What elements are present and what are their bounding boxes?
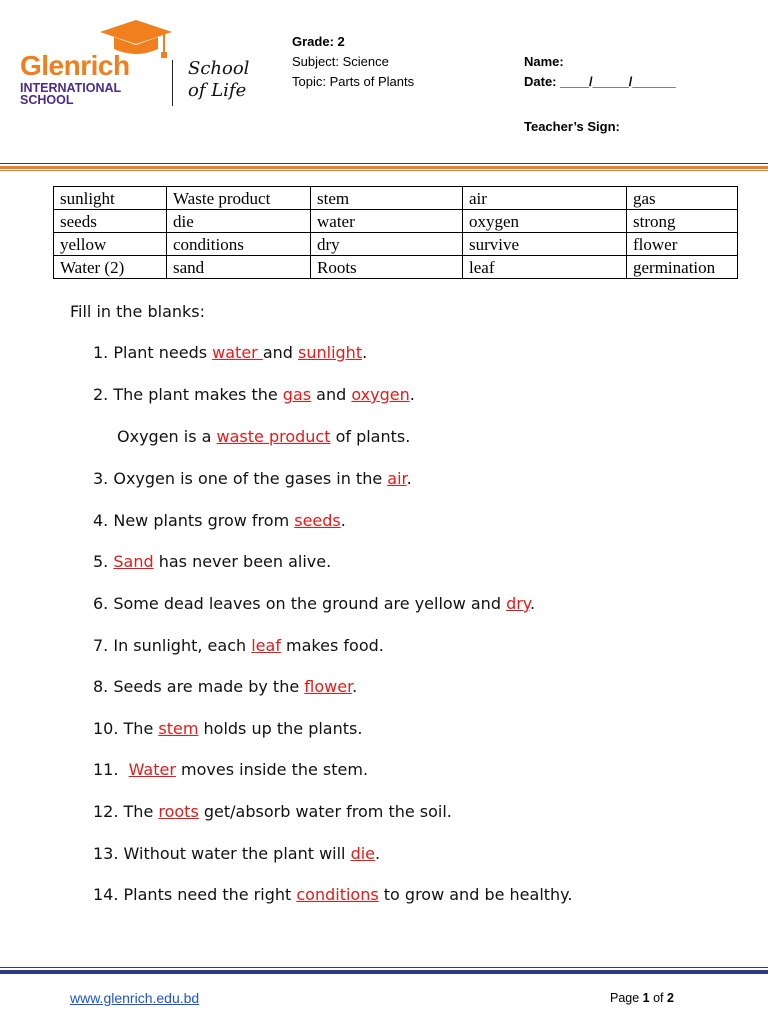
header-rule-navy [0,163,768,164]
logo-name: Glenrich [20,50,130,81]
question-13 [93,844,380,864]
question-text: . [529,594,536,613]
student-info [524,52,676,92]
word-cell: Waste product [167,187,311,210]
question-text: . [352,677,358,696]
question-text: 2. The plant makes the [93,385,283,404]
header-rule-orange [0,166,768,169]
tagline-line2: of Life [188,80,247,101]
table-row [54,210,738,233]
school-logo [20,18,180,108]
word-cell: flower [627,233,738,256]
answer-text: oxygen [351,385,410,404]
logo-subtitle-line1: INTERNATIONAL [20,81,122,95]
question-text: . [362,343,368,362]
footer-rule-thin [0,967,768,968]
answer-text: air [387,469,407,488]
answer-text: dry [506,594,530,613]
question-text: and [311,385,352,404]
answer-text: seeds [294,511,341,530]
header-rule-orange-thin [0,170,768,171]
question-text: . [375,844,381,863]
answer-text: sunlight [298,343,363,362]
grade-label: Grade: 2 [292,34,345,49]
word-cell: water [311,210,463,233]
question-6 [93,594,535,614]
footer-rule-thick [0,970,768,974]
worksheet-info [292,32,414,92]
website-link[interactable]: www.glenrich.edu.bd [70,990,200,1006]
answer-text: roots [158,802,199,821]
tagline-line1: School [188,58,250,79]
question-10 [93,719,362,739]
question-5 [93,552,331,572]
answer-text: conditions [296,885,379,904]
answer-text: water [212,343,263,362]
page-total: 2 [667,991,674,1005]
table-row [54,256,738,279]
word-cell: leaf [463,256,627,279]
question-text: Oxygen is a [117,427,217,446]
page-of-label: of [649,991,667,1005]
word-cell: sand [167,256,311,279]
question-text: 10. The [93,719,159,738]
question-text: 11. [93,760,129,779]
question-11 [93,760,368,780]
question-text: get/absorb water from the soil. [198,802,452,821]
table-row [54,233,738,256]
date-label: Date: ____/_____/______ [524,74,676,89]
word-cell: Water (2) [54,256,167,279]
word-cell: gas [627,187,738,210]
answer-text: Sand [113,552,154,571]
question-text: and [262,343,299,362]
page-number [610,991,674,1005]
question-2 [93,385,415,405]
question-8 [93,677,357,697]
question-text: . [409,385,415,404]
question-3 [93,469,412,489]
word-cell: air [463,187,627,210]
question-text: 7. In sunlight, each [93,636,252,655]
answer-text: leaf [251,636,281,655]
tagline [188,58,249,102]
name-label: Name: [524,54,564,69]
logo-subtitle-line2: SCHOOL [20,93,74,107]
answer-text: Water [128,760,176,779]
answer-text: waste product [216,427,331,446]
question-text: . [340,511,346,530]
question-text: of plants. [330,427,411,446]
question-7 [93,636,384,656]
question-2b [117,427,410,447]
question-1 [93,343,367,363]
word-cell: survive [463,233,627,256]
logo-subtitle [20,82,121,106]
answer-text: gas [282,385,312,404]
table-row [54,187,738,210]
subject-label: Subject: Science [292,54,389,69]
question-text: moves inside the stem. [175,760,369,779]
question-4 [93,511,346,531]
word-cell: die [167,210,311,233]
logo-divider [172,60,173,106]
word-cell: stem [311,187,463,210]
question-14 [93,885,572,905]
word-cell: Roots [311,256,463,279]
question-text: has never been alive. [153,552,332,571]
answer-text: flower [304,677,353,696]
word-cell: oxygen [463,210,627,233]
word-cell: dry [311,233,463,256]
answer-text: die [350,844,376,863]
question-text: to grow and be healthy. [378,885,573,904]
question-text: 4. New plants grow from [93,511,295,530]
word-cell: strong [627,210,738,233]
question-text: 13. Without water the plant will [93,844,351,863]
word-cell: germination [627,256,738,279]
question-text: makes food. [280,636,384,655]
answer-text: stem [158,719,199,738]
page-label: Page [610,991,643,1005]
question-12 [93,802,452,822]
word-cell: yellow [54,233,167,256]
question-text: . [406,469,412,488]
word-cell: seeds [54,210,167,233]
question-text: holds up the plants. [198,719,363,738]
question-text: 12. The [93,802,159,821]
instructions: Fill in the blanks: [70,302,206,321]
question-text: 6. Some dead leaves on the ground are yellow and [93,594,507,613]
question-text: 3. Oxygen is one of the gases in the [93,469,388,488]
question-text: 1. Plant needs [93,343,213,362]
question-text: 14. Plants need the right [93,885,297,904]
question-text: 8. Seeds are made by the [93,677,305,696]
word-bank-table [53,186,738,279]
teacher-sign-label: Teacher’s Sign: [524,119,620,134]
topic-label: Topic: Parts of Plants [292,74,415,89]
word-cell: conditions [167,233,311,256]
page-current: 1 [642,991,650,1005]
question-text: 5. [93,552,114,571]
word-cell: sunlight [54,187,167,210]
